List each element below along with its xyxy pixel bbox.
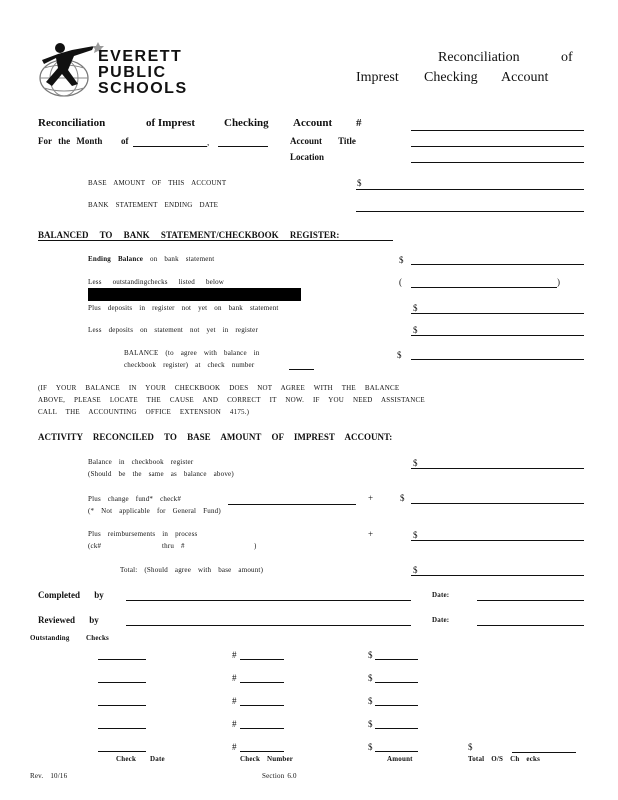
completed-date-field[interactable]	[477, 600, 584, 601]
ending-balance-dollar: $	[399, 255, 404, 265]
redacted-block	[88, 288, 301, 301]
plus-deposits-dollar: $	[413, 303, 418, 313]
row1-dollar: $	[368, 650, 373, 660]
month-comma: ,	[207, 137, 210, 147]
of-label: of	[121, 136, 129, 146]
row1-hash: #	[232, 650, 237, 660]
check-number-field[interactable]	[289, 369, 314, 370]
less-outstanding-field[interactable]	[411, 287, 557, 288]
less-deposits-field[interactable]	[411, 335, 584, 336]
reviewed-by-field[interactable]	[126, 625, 411, 626]
ending-balance-rest: on bank statement	[150, 255, 215, 263]
row5-hash: #	[232, 742, 237, 752]
balanced-heading-underline	[38, 240, 393, 241]
row2-dollar: $	[368, 673, 373, 683]
plus-deposits-field[interactable]	[411, 313, 584, 314]
base-amount-dollar: $	[357, 178, 362, 188]
col-check-label: Check	[116, 755, 137, 763]
reviewed-date-label: Date:	[432, 616, 450, 624]
row1-check-number-field[interactable]	[240, 659, 284, 660]
row3-amount-field[interactable]	[375, 705, 418, 706]
reviewed-by-label: Reviewed by	[38, 615, 99, 625]
reviewed-date-field[interactable]	[477, 625, 584, 626]
ending-balance-bold: Ending Balance	[88, 255, 144, 263]
base-amount-field[interactable]	[356, 189, 584, 190]
total-os-checks-field[interactable]	[512, 752, 576, 753]
account-number-field[interactable]	[411, 130, 584, 131]
row4-dollar: $	[368, 719, 373, 729]
title-word-reconciliation: Reconciliation	[438, 50, 520, 65]
row5-amount-field[interactable]	[375, 751, 418, 752]
row2-amount-field[interactable]	[375, 682, 418, 683]
less-outstanding-close-paren: )	[557, 277, 560, 287]
row4-check-number-field[interactable]	[240, 728, 284, 729]
reimbursements-thru: thru #	[162, 542, 185, 550]
header-checking: Checking	[224, 117, 269, 129]
balance-field[interactable]	[411, 359, 584, 360]
logo-line-3: SCHOOLS	[98, 80, 188, 97]
total-os-dollar: $	[468, 742, 473, 752]
row3-check-number-field[interactable]	[240, 705, 284, 706]
total-label: Total: (Should agree with base amount)	[120, 566, 264, 574]
header-of-imprest: of Imprest	[146, 117, 195, 129]
change-fund-line-2: (* Not applicable for General Fund)	[88, 507, 221, 515]
balance-agree-line-1: BALANCE (to agree with balance in	[124, 349, 260, 357]
title-word-checking: Checking	[424, 70, 478, 85]
header-hash: #	[356, 117, 362, 129]
col-amount-label: Amount	[387, 755, 413, 763]
total-field[interactable]	[411, 575, 584, 576]
row4-amount-field[interactable]	[375, 728, 418, 729]
completed-date-label: Date:	[432, 591, 450, 599]
less-outstanding-label: Less outstandingchecks listed below	[88, 278, 225, 286]
completed-by-label: Completed by	[38, 590, 104, 600]
completed-by-field[interactable]	[126, 600, 411, 601]
location-label: Location	[290, 152, 325, 162]
balanced-heading: BALANCED TO BANK STATEMENT/CHECKBOOK REGISTER:	[38, 230, 340, 240]
row5-check-date-field[interactable]	[98, 751, 146, 752]
bank-statement-label: BANK STATEMENT ENDING DATE	[88, 201, 219, 209]
col-check-number-label: Check Number	[240, 755, 294, 763]
outstanding-title-a: Outstanding	[30, 634, 70, 642]
for-the-month-label: For the Month	[38, 136, 103, 146]
row3-check-date-field[interactable]	[98, 705, 146, 706]
note-line-3: CALL THE ACCOUNTING OFFICE EXTENSION 4175.)	[38, 408, 250, 416]
total-dollar: $	[413, 565, 418, 575]
reimbursements-plus: +	[368, 529, 374, 539]
row1-amount-field[interactable]	[375, 659, 418, 660]
revision-label: Rev. 10/16	[30, 772, 68, 780]
row4-check-date-field[interactable]	[98, 728, 146, 729]
reimbursements-field[interactable]	[411, 540, 584, 541]
change-fund-plus: +	[368, 493, 374, 503]
reimbursements-ck: (ck#	[88, 542, 102, 550]
note-line-2: ABOVE, PLEASE LOCATE THE CAUSE AND CORRECT IT NOW. IF YOU NEED ASSISTANCE	[38, 396, 425, 404]
col-total-os-checks-label: Total O/S Ch ecks	[468, 755, 541, 763]
less-outstanding-open-paren: (	[399, 277, 402, 287]
activity-balance-dollar: $	[413, 458, 418, 468]
note-line-1: (IF YOUR BALANCE IN YOUR CHECKBOOK DOES NOT AGREE WITH THE BALANCE	[38, 384, 400, 392]
row1-check-date-field[interactable]	[98, 659, 146, 660]
title-word-of: of	[561, 50, 573, 65]
row3-hash: #	[232, 696, 237, 706]
balance-dollar: $	[397, 350, 402, 360]
logo-line-1: EVERETT	[98, 48, 183, 65]
plus-deposits-label: Plus deposits in register not yet on bank statement	[88, 304, 279, 312]
activity-balance-field[interactable]	[411, 468, 584, 469]
row5-check-number-field[interactable]	[240, 751, 284, 752]
logo-line-2: PUBLIC	[98, 64, 167, 81]
section-label: Section 6.0	[262, 772, 297, 780]
col-date-label: Date	[150, 755, 165, 763]
row2-hash: #	[232, 673, 237, 683]
row4-hash: #	[232, 719, 237, 729]
reimbursements-dollar: $	[413, 530, 418, 540]
header-account: Account	[293, 117, 333, 129]
district-logo	[38, 40, 198, 102]
change-fund-dollar: $	[400, 493, 405, 503]
title-word-account: Account	[501, 70, 549, 85]
row3-dollar: $	[368, 696, 373, 706]
year-field[interactable]	[218, 146, 268, 147]
less-deposits-dollar: $	[413, 325, 418, 335]
activity-balance-line-1: Balance in checkbook register	[88, 458, 194, 466]
reimbursements-line-1: Plus reimbursements in process	[88, 530, 198, 538]
change-fund-line-1: Plus change fund* check#	[88, 495, 182, 503]
ending-balance-label	[88, 255, 214, 263]
base-amount-label: BASE AMOUNT OF THIS ACCOUNT	[88, 179, 227, 187]
reimbursements-close: )	[254, 542, 257, 550]
location-field[interactable]	[411, 162, 584, 163]
account-title-label: Account Title	[290, 136, 356, 146]
ending-balance-field[interactable]	[411, 264, 584, 265]
account-title-field[interactable]	[411, 146, 584, 147]
row2-check-number-field[interactable]	[240, 682, 284, 683]
activity-heading: ACTIVITY RECONCILED TO BASE AMOUNT OF IMPREST ACCOUNT:	[38, 432, 393, 442]
bank-statement-date-field[interactable]	[356, 211, 584, 212]
row2-check-date-field[interactable]	[98, 682, 146, 683]
row5-dollar: $	[368, 742, 373, 752]
change-fund-field[interactable]	[411, 503, 584, 504]
change-fund-check-field[interactable]	[228, 504, 356, 505]
balance-agree-line-2: checkbook register) at check number	[124, 361, 255, 369]
less-deposits-label: Less deposits on statement not yet in register	[88, 326, 258, 334]
outstanding-title-b: Checks	[86, 634, 109, 642]
activity-balance-line-2: (Should be the same as balance above)	[88, 470, 234, 478]
title-word-imprest: Imprest	[356, 70, 399, 85]
header-reconciliation: Reconciliation	[38, 117, 106, 129]
month-field[interactable]	[133, 146, 207, 147]
